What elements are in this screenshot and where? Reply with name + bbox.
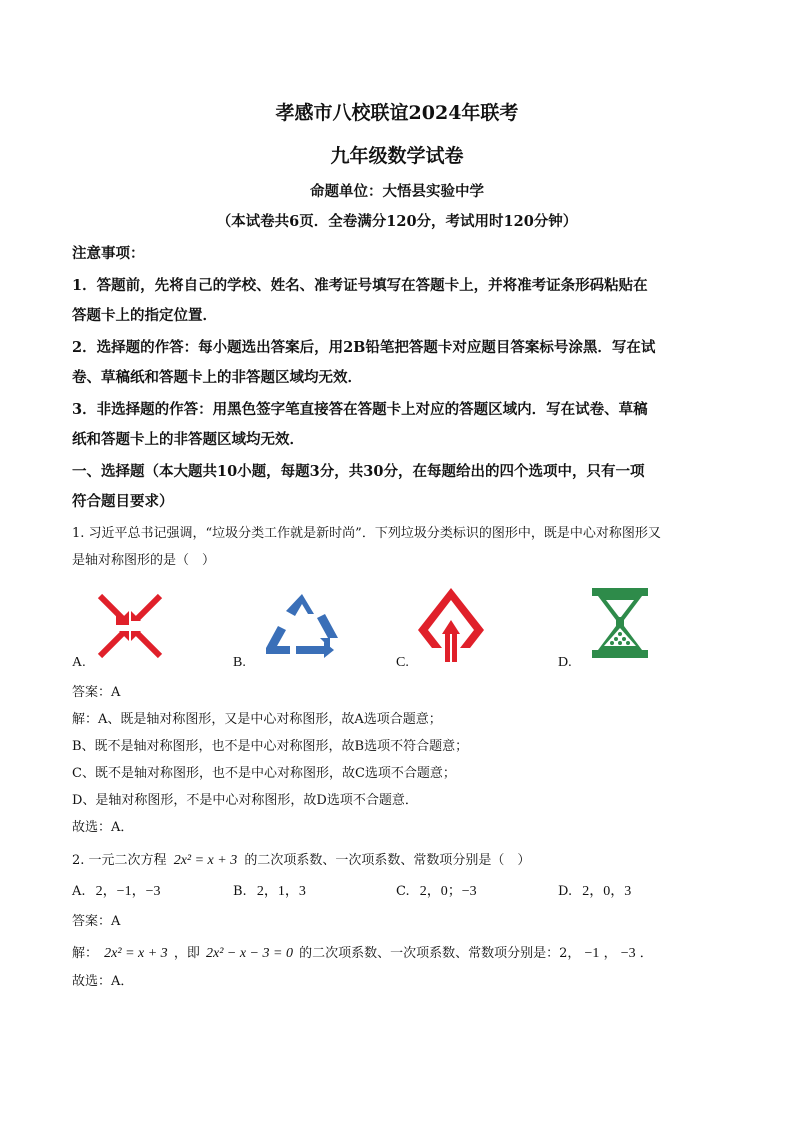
q2-solution-prefix: 解： xyxy=(72,946,99,961)
section1-heading: 一、选择题（本大题共10小题，每题3分，共30分，在每题给出的四个选项中，只有一项 xyxy=(72,463,645,480)
notice-item-1: 1．答题前，先将自己的学校、姓名、准考证号填写在答题卡上，并将准考证条形码粘贴在 xyxy=(72,277,648,294)
recycle-symbol-b-icon xyxy=(262,592,342,664)
q2-option-b-value: 2，1，3 xyxy=(256,884,306,899)
section1-heading-cont: 符合题目要求） xyxy=(72,493,174,510)
q2-solution-equation-1: 2x² = x + 3 xyxy=(104,946,168,961)
q2-conclusion: 故选：A． xyxy=(72,974,134,989)
notice-item-3-cont: 纸和答题卡上的非答题区域均无效． xyxy=(72,431,304,448)
q1-stem-cont: 是轴对称图形的是（ ） xyxy=(72,553,216,568)
setter-line: 命题单位：大悟县实验中学 xyxy=(310,183,484,200)
q2-solution-equation-2: 2x² − x − 3 = 0 xyxy=(205,946,293,961)
q2-option-a-label: A. xyxy=(72,884,86,899)
q2-option-a xyxy=(72,880,160,900)
q2-solution-mid: ，即 xyxy=(173,946,200,961)
notice-item-1-cont: 答题卡上的指定位置． xyxy=(72,307,217,324)
q2-answer: 答案：A xyxy=(72,914,121,929)
q2-stem xyxy=(72,849,530,869)
q2-equation: 2x² = x + 3 xyxy=(173,853,238,868)
q2-option-a-value: 2，−1，−3 xyxy=(95,884,161,899)
q2-solution-value-2: −1 xyxy=(584,946,600,961)
q2-stem-suffix: 的二次项系数、一次项系数、常数项分别是（ ） xyxy=(244,853,531,868)
notice-item-2-cont: 卷、草稿纸和答题卡上的非答题区域均无效． xyxy=(72,369,362,386)
q1-solution-3: C、既不是轴对称图形，也不是中心对称图形，故C选项不合题意； xyxy=(72,766,456,781)
q2-solution-value-3: −3 xyxy=(620,946,636,961)
q1-solution-1: 解：A、既是轴对称图形，又是中心对称图形，故A选项合题意； xyxy=(72,712,442,727)
q2-option-d xyxy=(558,880,631,900)
q2-option-b xyxy=(233,880,306,900)
notice-item-2: 2．选择题的作答：每小题选出答案后，用2B铅笔把答题卡对应题目答案标号涂黑．写在试 xyxy=(72,339,656,356)
notice-item-3: 3．非选择题的作答：用黑色签字笔直接答在答题卡上对应的答题区域内．写在试卷、草稿 xyxy=(72,401,648,418)
q1-stem: 1. 习近平总书记强调，“垃圾分类工作就是新时尚”．下列垃圾分类标识的图形中，既是中心对称图形又 xyxy=(72,526,661,541)
recycle-symbol-c-icon xyxy=(414,586,488,666)
exam-subtitle: 九年级数学试卷 xyxy=(330,145,464,167)
q2-stem-prefix: 2. 一元二次方程 xyxy=(72,853,167,868)
recycle-symbol-a-icon xyxy=(92,588,168,664)
q2-option-d-value: 2，0，3 xyxy=(582,884,632,899)
q1-option-b: B. xyxy=(233,655,246,670)
q1-solution-4: D、是轴对称图形，不是中心对称图形，故D选项不合题意． xyxy=(72,793,418,808)
q2-option-c xyxy=(396,880,477,900)
recycle-symbol-d-icon xyxy=(590,586,650,660)
q1-solution-2: B、既不是轴对称图形，也不是中心对称图形，故B选项不符合题意； xyxy=(72,739,469,754)
q2-solution-end: ． xyxy=(639,946,653,961)
notice-heading: 注意事项： xyxy=(72,245,145,262)
q2-solution-suffix: 的二次项系数、一次项系数、常数项分别是：2， xyxy=(299,946,581,961)
q1-option-d: D. xyxy=(558,655,572,670)
q2-option-b-label: B. xyxy=(233,884,247,899)
q2-solution xyxy=(72,942,653,962)
q1-answer: 答案：A xyxy=(72,685,121,700)
q2-option-c-value: 2，0；−3 xyxy=(419,884,477,899)
exam-info: （本试卷共6页．全卷满分120分，考试用时120分钟） xyxy=(216,213,578,230)
q2-option-d-label: D. xyxy=(558,884,573,899)
q1-option-c: C. xyxy=(396,655,409,670)
q2-solution-separator: ， xyxy=(603,946,617,961)
q2-option-c-label: C. xyxy=(396,884,410,899)
q1-option-a: A. xyxy=(72,655,86,670)
q1-conclusion: 故选：A． xyxy=(72,820,134,835)
exam-title: 孝感市八校联谊2024年联考 xyxy=(275,102,519,124)
